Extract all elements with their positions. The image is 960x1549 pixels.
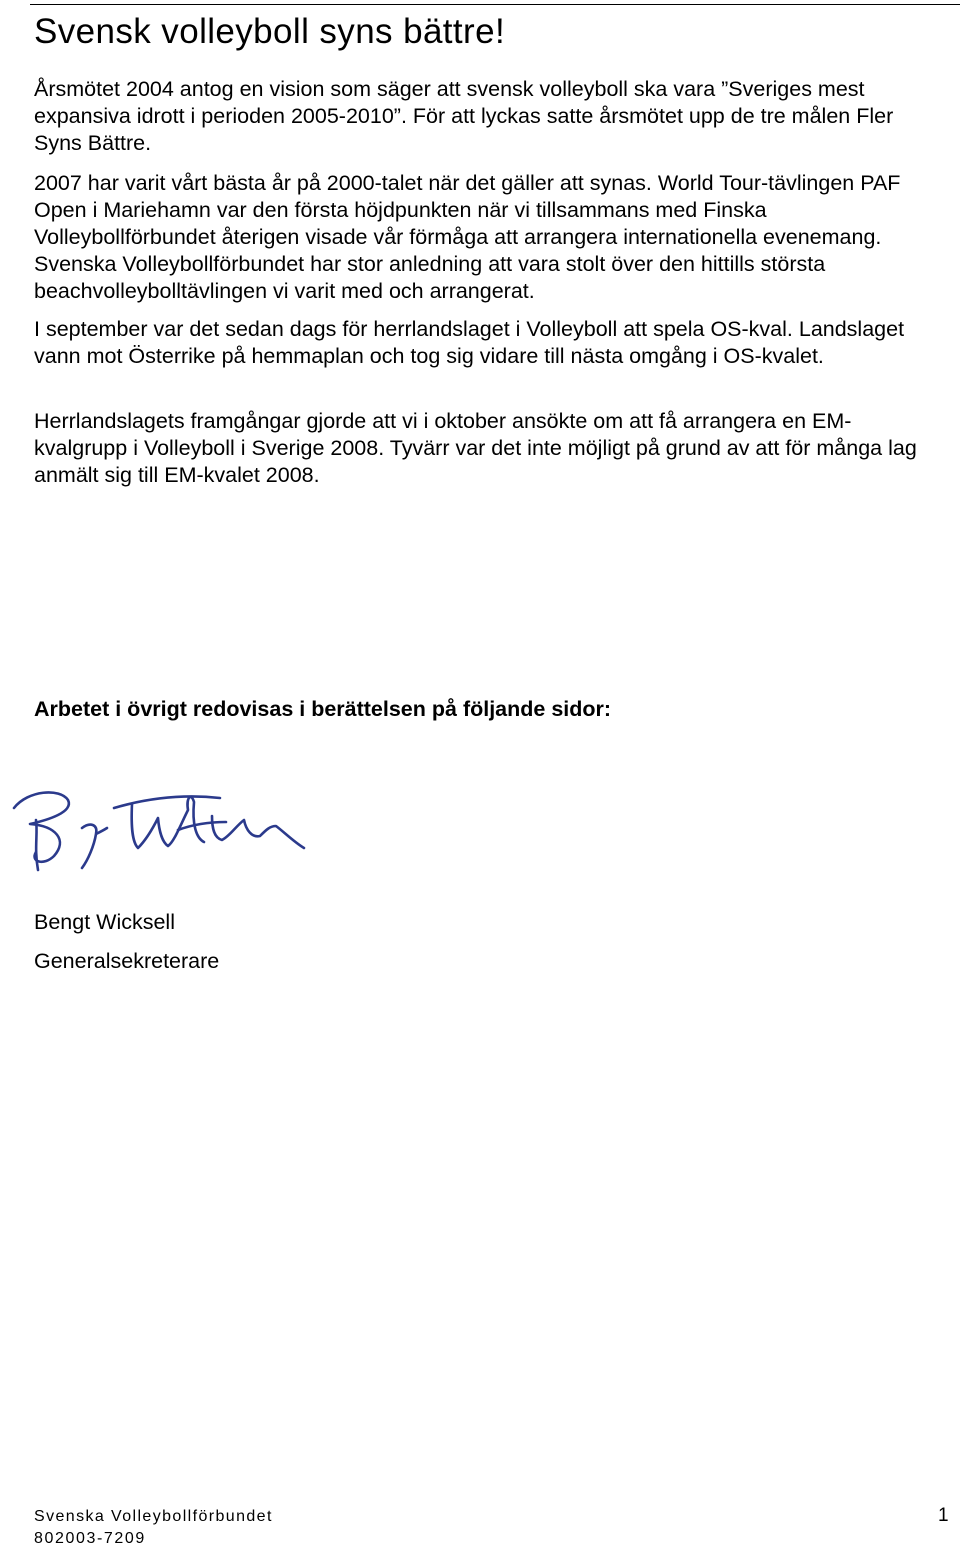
- handwritten-signature: [8, 768, 308, 880]
- signatory-name: Bengt Wicksell: [34, 910, 175, 934]
- paragraph-2007-review: 2007 har varit vårt bästa år på 2000-talet när det gäller att synas. World Tour-tävlingen PAF Open i Mariehamn var den första höjdpunkten när vi tillsammans med Finska Volleybollförbundet återigen visade vår förmåga att arrangera internationella evenemang. Svenska Volleybollförbundet har stor anledning att vara stolt över den hittills största beachvolleybolltävlingen vi varit med och arrangerat.: [34, 171, 901, 303]
- signatory-role: Generalsekreterare: [34, 949, 220, 973]
- signature-strokes: [14, 792, 304, 870]
- paragraph-vision: Årsmötet 2004 antog en vision som säger att svensk volleyboll ska vara ”Sveriges mest expansiva idrott i perioden 2005-2010”. För att lyckas satte årsmötet upp de tre målen Fler Syns Bättre.: [34, 77, 894, 155]
- paragraph-os-kval: I september var det sedan dags för herrlandslaget i Volleyboll att spela OS-kval. Landslaget vann mot Österrike på hemmaplan och tog sig vidare till nästa omgång i OS-kvalet.: [34, 317, 905, 368]
- footer-org-number: 802003-7209: [34, 1530, 146, 1547]
- page-number: 1: [938, 1505, 949, 1526]
- page-title: Svensk volleyboll syns bättre!: [34, 12, 506, 51]
- header-rule: [30, 4, 960, 5]
- paragraph-em-kval: Herrlandslagets framgångar gjorde att vi i oktober ansökte om att få arrangera en EM-kvalgrupp i Volleyboll i Sverige 2008. Tyvärr var det inte möjligt på grund av att för många lag anmält sig till EM-kvalet 2008.: [34, 409, 917, 487]
- footer-organization: Svenska Volleybollförbundet: [34, 1508, 273, 1525]
- closing-statement: Arbetet i övrigt redovisas i berättelsen på följande sidor:: [34, 697, 612, 721]
